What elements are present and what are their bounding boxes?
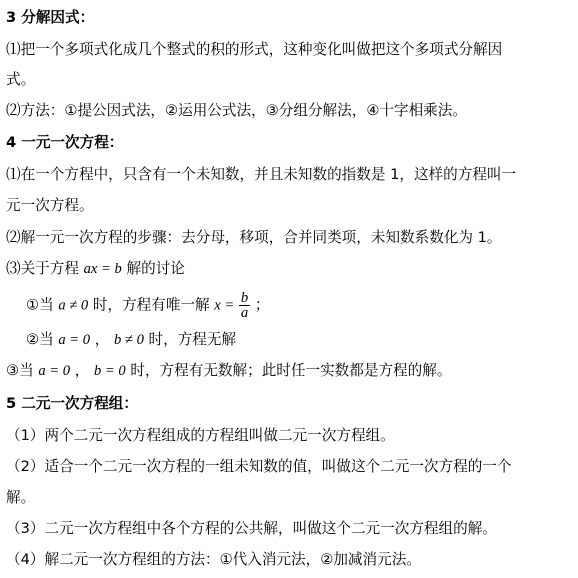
- section-4-item-1-line-1: ⑴在一个方程中，只含有一个未知数，并且未知数的指数是 1，这样的方程叫一: [6, 166, 517, 183]
- case-3-separator: ，: [74, 362, 90, 379]
- case-3-condition-2: b = 0: [93, 363, 126, 379]
- case-2-separator: ，: [94, 331, 110, 348]
- case-2-condition-1: a = 0: [58, 332, 91, 348]
- section-4-item-3: [6, 259, 574, 279]
- section-3-item-1-line-2: 式。: [6, 71, 36, 88]
- section-4-item-1-line-2: 元一次方程。: [6, 197, 94, 214]
- case-2-suffix: 时，方程无解: [148, 331, 237, 348]
- case-3-condition-1: a = 0: [38, 363, 71, 379]
- case-1-middle: 时，方程有唯一解: [92, 296, 210, 314]
- case-3-prefix: ③当: [6, 362, 34, 379]
- case-2: [26, 330, 574, 350]
- case-1-condition: a ≠ 0: [58, 297, 89, 314]
- case-1-end: ；: [254, 296, 270, 314]
- fraction-denominator: a: [240, 305, 249, 321]
- case-1-prefix: ①当: [26, 296, 54, 314]
- section-3-item-2: ⑵方法：①提公因式法，②运用公式法，③分组分解法，④十字相乘法。: [6, 102, 467, 119]
- section-4-heading: 4 一元一次方程：: [6, 134, 124, 151]
- case-2-condition-2: b ≠ 0: [113, 332, 144, 348]
- section-5-item-1: （1）两个二元一次方程组成的方程组叫做二元一次方程组。: [6, 427, 395, 444]
- section-5-item-2-line-1: （2）适合一个二元一次方程的一组未知数的值，叫做这个二元一次方程的一个: [6, 458, 512, 475]
- fraction-numerator: b: [240, 290, 249, 306]
- section-4-item-2: ⑵解一元一次方程的步骤：去分母，移项，合并同类项，未知数系数化为 1。: [6, 229, 502, 246]
- section-3-item-1-line-1: ⑴把一个多项式化成几个整式的积的形式，这种变化叫做把这个多项式分解因: [6, 41, 503, 58]
- section-5-heading: 5 二元一次方程组：: [6, 395, 138, 412]
- section-5-item-4: （4）解二元一次方程组的方法：①代入消元法，②加减消元法。: [6, 551, 421, 568]
- case-2-prefix: ②当: [26, 331, 54, 348]
- section-5-item-2-line-2: 解。: [6, 489, 36, 506]
- case-3: [6, 361, 574, 381]
- item-3-prefix: ⑶关于方程: [6, 260, 79, 277]
- case-1-x-equals: x =: [214, 297, 235, 314]
- item-3-suffix: 解的讨论: [126, 260, 185, 277]
- section-3-heading: 3 分解因式：: [6, 9, 95, 26]
- equation-ax-b: ax = b: [83, 261, 122, 277]
- case-1: [26, 291, 574, 320]
- fraction-b-over-a: [239, 291, 250, 320]
- case-3-suffix: 时，方程有无数解；此时任一实数都是方程的解。: [130, 362, 452, 379]
- section-5-item-3: （3）二元一次方程组中各个方程的公共解，叫做这个二元一次方程组的解。: [6, 520, 497, 537]
